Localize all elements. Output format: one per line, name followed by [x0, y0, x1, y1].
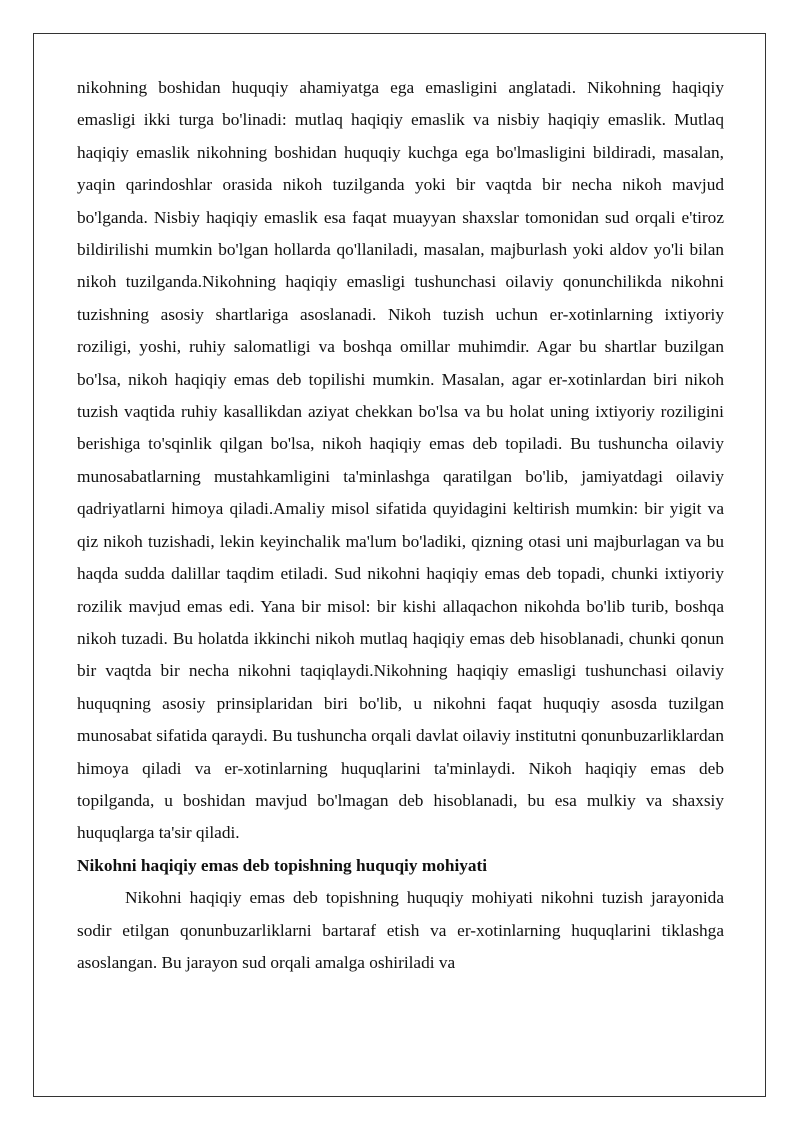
- body-paragraph: Nikohni haqiqiy emas deb topishning huquqiy mohiyati nikohni tuzish jarayonida sodir etilgan qonunbuzarliklarni bartaraf etish va er-xotinlarning huquqlarini tiklashga asoslangan. Bu jarayon sud orqali amalga oshiriladi va: [77, 888, 724, 972]
- body-paragraph: nikohning boshidan huquqiy ahamiyatga ega emasligini anglatadi. Nikohning haqiqiy emasligi ikki turga bo'linadi: mutlaq haqiqiy emaslik va nisbiy haqiqiy emaslik. Mutlaq haqiqiy emaslik nikohning boshidan huquqiy kuchga ega bo'lmasligini bildiradi, masalan, yaqin qarindoshlar orasida nikoh tuzilganda yoki bir vaqtda bir necha nikoh mavjud bo'lganda. Nisbiy haqiqiy emaslik esa faqat muayyan shaxslar tomonidan sud orqali e'tiroz bildirilishi mumkin bo'lgan hollarda qo'llaniladi, masalan, majburlash yoki aldov yo'li bilan nikoh tuzilganda.Nikohning haqiqiy emasligi tushunchasi oilaviy qonunchilikda nikohni tuzishning asosiy shartlariga asoslanadi. Nikoh tuzish uchun er-xotinlarning ixtiyoriy roziligi, yoshi, ruhiy salomatligi va boshqa omillar muhimdir. Agar bu shartlar buzilgan bo'lsa, nikoh haqiqiy emas deb topilishi mumkin. Masalan, agar er-xotinlardan biri nikoh tuzish vaqtida ruhiy kasallikdan aziyat chekkan bo'lsa va bu holat uning ixtiyoriy roziligini berishiga to'sqinlik qilgan bo'lsa, nikoh haqiqiy emas deb topiladi. Bu tushuncha oilaviy munosabatlarning mustahkamligini ta'minlashga qaratilgan bo'lib, jamiyatdagi oilaviy qadriyatlarni himoya qiladi.Amaliy misol sifatida quyidagini keltirish mumkin: bir yigit va qiz nikoh tuzishadi, lekin keyinchalik ma'lum bo'ladiki, qizning otasi uni majburlagan va bu haqda sudda dalillar taqdim etiladi. Sud nikohni haqiqiy emas deb topadi, chunki ixtiyoriy rozilik mavjud emas edi. Yana bir misol: bir kishi allaqachon nikohda bo'lib turib, boshqa nikoh tuzadi. Bu holatda ikkinchi nikoh mutlaq haqiqiy emas deb hisoblanadi, chunki qonun bir vaqtda bir necha nikohni taqiqlaydi.Nikohning haqiqiy emasligi tushunchasi oilaviy huquqning asosiy prinsiplaridan biri bo'lib, u nikohni faqat huquqiy asosda tuzilgan munosabat sifatida qaraydi. Bu tushuncha orqali davlat oilaviy institutni qonunbuzarliklardan himoya qiladi va er-xotinlarning huquqlarini ta'minlaydi. Nikoh haqiqiy emas deb topilganda, u boshidan mavjud bo'lmagan deb hisoblanadi, bu esa mulkiy va shaxsiy huquqlarga ta'sir qiladi.: [77, 78, 724, 843]
- section-heading: Nikohni haqiqiy emas deb topishning huquqiy mohiyati: [77, 855, 488, 875]
- document-body: [77, 72, 724, 979]
